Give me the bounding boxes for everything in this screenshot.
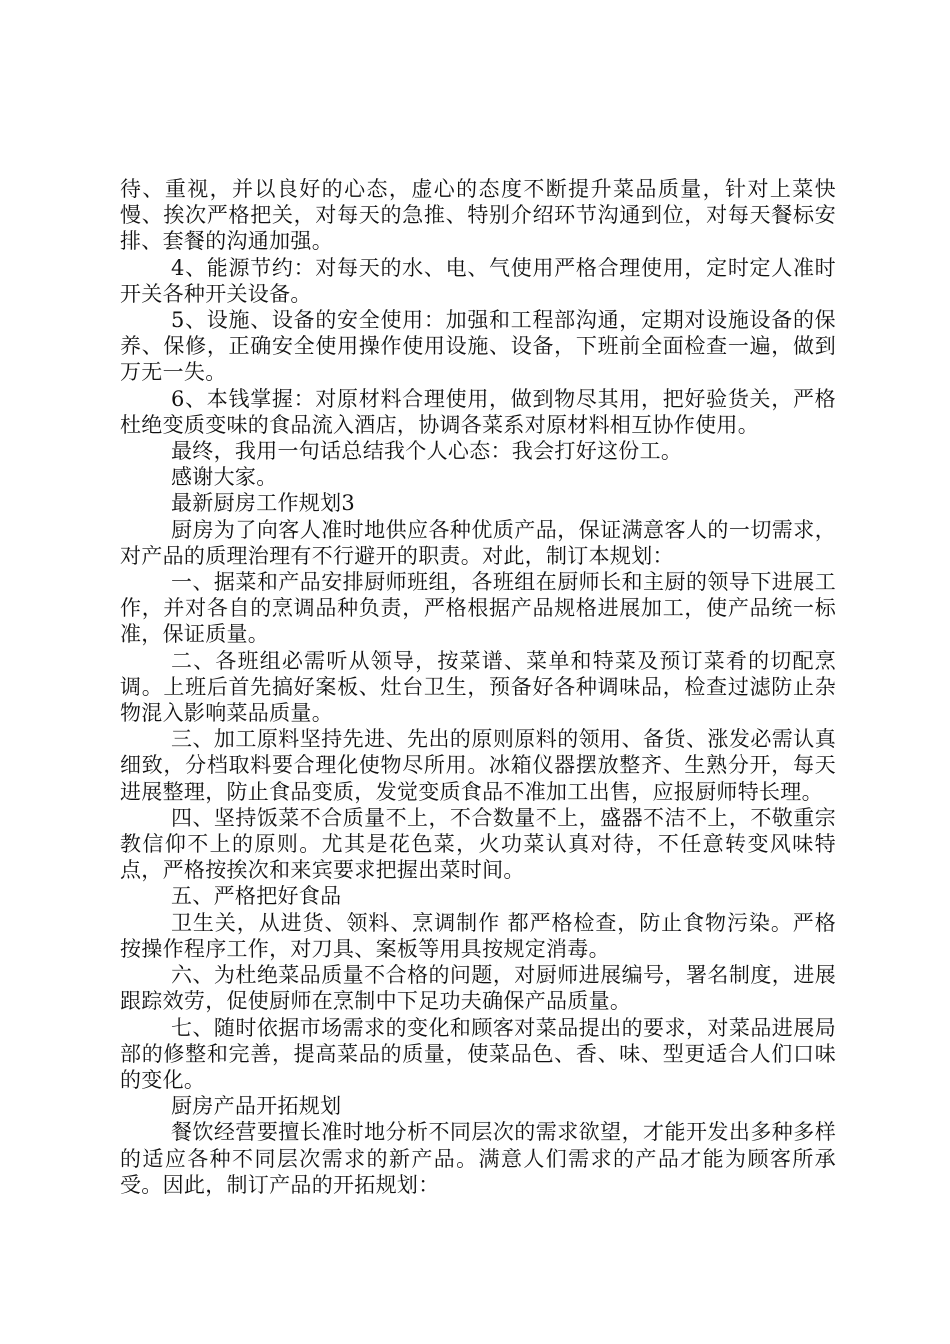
- paragraph-item-2: 二、各班组必需听从领导，按菜谱、菜单和特菜及预订菜肴的切配烹调。上班后首先搞好案板、灶台卫生，预备好各种调味品，检查过滤防止杂物混入影响菜品质量。: [120, 648, 836, 726]
- paragraph-equipment-safety: 5、设施、设备的安全使用：加强和工程部沟通，定期对设施设备的保养、保修，正确安全使用操作使用设施、设备，下班前全面检查一遍，做到万无一失。: [120, 308, 836, 385]
- paragraph-plan-intro: 厨房为了向客人准时地供应各种优质产品，保证满意客人的一切需求，对产品的质理治理有不行避开的职责。对此，制订本规划：: [120, 517, 836, 568]
- paragraph-item-3: 三、加工原料坚持先进、先出的原则原料的领用、备货、涨发必需认真细致，分档取料要合理化使物尽所用。冰箱仪器摆放整齐、生熟分开，每天进展整理，防止食品变质，发觉变质食品不准加工出售，应报厨师特长理。: [120, 727, 836, 804]
- paragraph-item-6: 六、为杜绝菜品质量不合格的问题，对厨师进展编号，署名制度，进展跟踪效劳，促使厨师在烹制中下足功夫确保产品质量。: [120, 963, 836, 1014]
- paragraph-energy-saving: 4、能源节约：对每天的水、电、气使用严格合理使用，定时定人准时开关各种开关设备。: [120, 255, 836, 306]
- paragraph-item-5-heading: 五、严格把好食品: [171, 884, 342, 909]
- document-body: [120, 176, 836, 1198]
- paragraph-item-7: 七、随时依据市场需求的变化和顾客对菜品提出的要求，对菜品进展局部的修整和完善，提高菜品的质量，使菜品色、香、味、型更适合人们口味的变化。: [120, 1015, 836, 1092]
- section-heading-kitchen-plan-3: 最新厨房工作规划3: [171, 491, 356, 516]
- paragraph-closing-summary: 最终，我用一句话总结我个人心态：我会打好这份工。: [171, 439, 683, 464]
- paragraph-product-development-intro: 餐饮经营要擅长准时地分析不同层次的需求欲望，才能开发出多种多样的适应各种不同层次需求的新产品。满意人们需求的产品才能为顾客所承受。因此，制订产品的开拓规划：: [120, 1120, 836, 1197]
- section-heading-product-development: 厨房产品开拓规划: [171, 1094, 342, 1119]
- paragraph-thanks: 感谢大家。: [171, 465, 278, 490]
- paragraph-item-4: 四、坚持饭菜不合质量不上，不合数量不上，盛器不洁不上，不敬重宗教信仰不上的原则。尤其是花色菜，火功菜认真对待，不任意转变风味特点，严格按挨次和来宾要求把握出菜时间。: [120, 805, 836, 883]
- paragraph-cost-control: 6、本钱掌握：对原材料合理使用，做到物尽其用，把好验货关，严格杜绝变质变味的食品流入酒店，协调各菜系对原材料相互协作使用。: [120, 386, 836, 437]
- paragraph-item-1: 一、据菜和产品安排厨师班组，各班组在厨师长和主厨的领导下进展工作，并对各自的烹调品种负责，严格根据产品规格进展加工，使产品统一标准，保证质量。: [120, 570, 836, 647]
- paragraph-continuation: 待、重视，并以良好的心态，虚心的态度不断提升菜品质量，针对上菜快慢、挨次严格把关，对每天的急推、特别介绍环节沟通到位，对每天餐标安排、套餐的沟通加强。: [120, 177, 836, 254]
- paragraph-item-5-body: 卫生关，从进货、领料、烹调制作 都严格检查，防止食物污染。严格按操作程序工作，对刀具、案板等用具按规定消毒。: [120, 910, 836, 961]
